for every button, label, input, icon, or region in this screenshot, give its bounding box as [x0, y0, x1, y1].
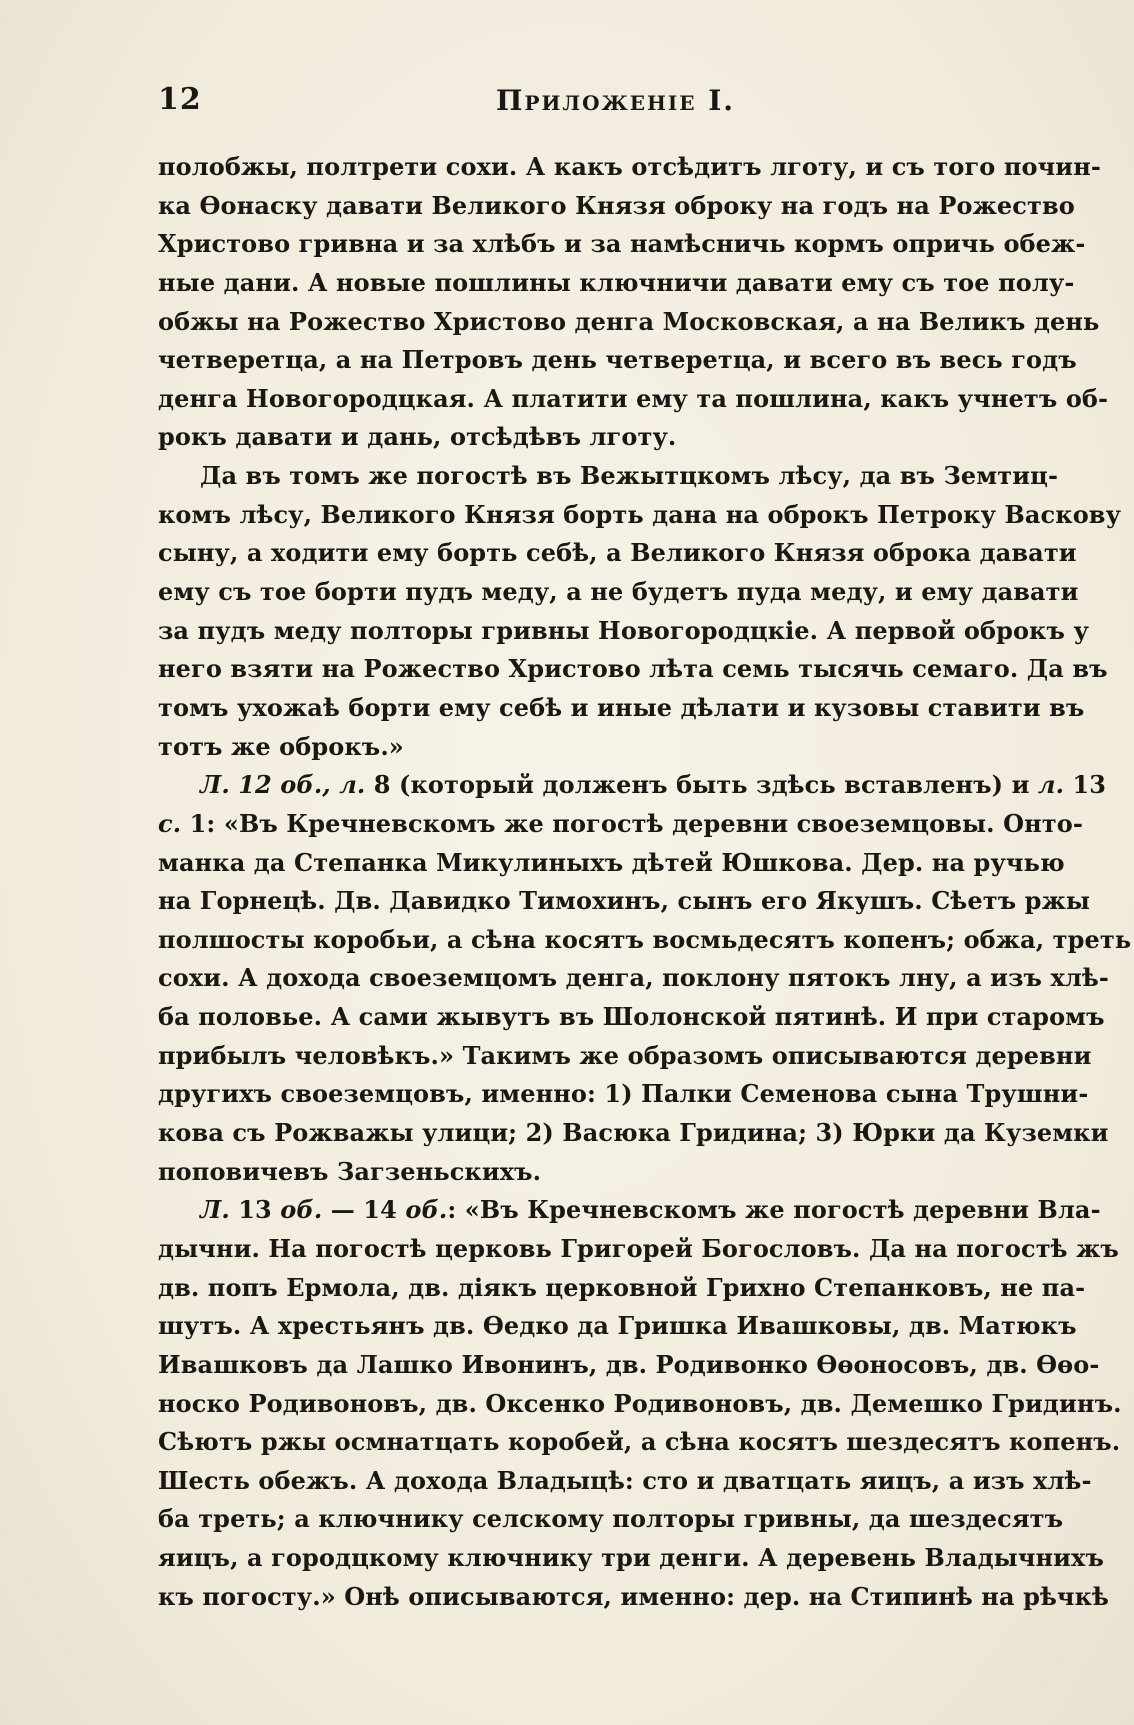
text-line — [158, 1230, 1119, 1269]
line-text: поповичевъ Загзеньскихъ. — [158, 1156, 542, 1186]
line-text: шутъ. А хрестьянъ дв. Өедко да Гришка Ивашковы, дв. Матюкъ — [158, 1311, 1077, 1341]
text-line — [158, 612, 1089, 651]
page-number: 12 — [158, 82, 202, 117]
folio-reference: Л. — [200, 1195, 230, 1225]
text-line — [158, 1539, 1104, 1578]
line-text: кова съ Рожважы улици; 2) Васюка Гридина; 3) Юрки да Куземки — [158, 1118, 1109, 1148]
text-line — [158, 148, 1101, 187]
text-line — [158, 1114, 1109, 1153]
line-text: Сѣютъ ржы осмнатцать коробей, а сѣна косятъ шездесятъ копенъ. — [158, 1427, 1121, 1457]
line-text: Христово гривна и за хлѣбъ и за намѣсничь кормъ опричь обеж- — [158, 229, 1086, 259]
text-line — [158, 1037, 1092, 1076]
text-line — [158, 496, 1122, 535]
text-line — [158, 457, 1059, 496]
text-line — [158, 573, 1079, 612]
line-text: рокъ давати и дань, отсѣдѣвъ лготу. — [158, 422, 677, 452]
text-line — [158, 380, 1109, 419]
line-text: 1: «Въ Кречневскомъ же погостѣ деревни своеземцовы. Онто- — [181, 808, 1083, 838]
line-text: полшосты коробьи, а сѣна косятъ восмьдесятъ копенъ; обжа, треть — [158, 924, 1132, 954]
line-text: четверетца, а на Петровъ день четверетца, и всего въ весь годъ — [158, 345, 1077, 375]
line-text: носко Родивоновъ, дв. Оксенко Родивоновъ, дв. Демешко Гридинъ. — [158, 1388, 1122, 1418]
text-line — [158, 766, 1107, 805]
line-text: дв. попъ Ермола, дв. діякъ церковной Грихно Степанковъ, не па- — [158, 1272, 1086, 1302]
text-line — [158, 187, 1075, 226]
running-head — [158, 82, 1058, 122]
text-line — [158, 844, 1065, 883]
text-line — [158, 959, 1109, 998]
line-text: сохи. А дохода своеземцомъ денга, поклону пятокъ лну, а изъ хлѣ- — [158, 963, 1109, 993]
body-text — [158, 148, 1132, 1616]
line-text: него взяти на Рожество Христово лѣта семь тысячь семаго. Да въ — [158, 654, 1108, 684]
text-line — [158, 1346, 1100, 1385]
folio-reference: с. — [158, 808, 182, 838]
line-text: тотъ же оброкъ.» — [158, 731, 404, 761]
text-line — [158, 1191, 1101, 1230]
text-line — [158, 341, 1077, 380]
text-line — [158, 689, 1085, 728]
text-line — [158, 264, 1075, 303]
text-line — [158, 728, 1056, 767]
line-text: ныe дани. А новые пошлины ключничи давати ему съ тое полу- — [158, 267, 1075, 297]
line-text: Ивашковъ да Лашко Ивонинъ, дв. Родивонко Өөоносовъ, дв. Өөо- — [158, 1349, 1100, 1379]
line-text: за пудъ меду полторы гривны Новогородцкіе. А первой оброкъ у — [158, 615, 1089, 645]
line-text: 8 (который долженъ быть здѣсь вставленъ) и — [365, 770, 1030, 800]
line-text: полобжы, полтрети сохи. А какъ отсѣдитъ лготу, и съ того почин- — [158, 152, 1101, 181]
text-line — [158, 1423, 1121, 1462]
line-text: денга Новогородцкая. А платити ему та пошлина, какъ учнетъ об- — [158, 383, 1109, 413]
folio-reference: об. — [396, 1195, 448, 1225]
line-text: прибылъ человѣкъ.» Такимъ же образомъ описываются деревни — [158, 1040, 1092, 1070]
text-line — [158, 1075, 1089, 1114]
line-text: другихъ своеземцовъ, именно: 1) Палки Семенова сына Трушни- — [158, 1079, 1089, 1109]
running-title: Приложеніе I. — [496, 84, 736, 117]
line-text: ка Өонаску давати Великого Князя оброку на годъ на Рожество — [158, 190, 1075, 220]
line-text: манка да Степанка Микулиныхъ дѣтей Юшкова. Дер. на ручью — [158, 847, 1065, 877]
text-line — [158, 1500, 1064, 1539]
text-line — [158, 418, 1056, 457]
line-text: ему съ тое борти пудъ меду, а не будетъ пуда меду, и ему давати — [158, 577, 1079, 607]
text-line — [158, 805, 1083, 844]
text-line — [158, 882, 1091, 921]
line-text: ба половье. А сами жывутъ въ Шолонской пятинѣ. И при старомъ — [158, 1002, 1105, 1032]
line-text: — 14 — [322, 1195, 397, 1225]
line-text: : «Въ Кречневскомъ же погостѣ деревни Вла- — [447, 1195, 1101, 1225]
text-line — [158, 998, 1105, 1037]
text-line — [158, 1307, 1077, 1346]
line-text: обжы на Рожество Христово денга Московская, а на Великъ день — [158, 306, 1100, 336]
line-text: ба треть; а ключнику селскому полторы гривны, да шездесятъ — [158, 1504, 1064, 1534]
folio-reference: л. — [1029, 770, 1065, 800]
line-text: на Горнецѣ. Дв. Давидко Тимохинъ, сынъ его Якушъ. Сѣетъ ржы — [158, 886, 1091, 916]
text-line — [158, 921, 1132, 960]
text-line — [158, 1385, 1122, 1424]
folio-reference: Л. 12 об., л. — [200, 770, 366, 800]
text-line — [158, 1269, 1086, 1308]
text-line — [158, 225, 1086, 264]
text-line — [158, 650, 1108, 689]
line-text: томъ ухожаѣ борти ему себѣ и иные дѣлати и кузовы ставити въ — [158, 692, 1085, 722]
line-text: 13 — [229, 1195, 272, 1225]
line-text: Да въ томъ же погостѣ въ Вежытцкомъ лѣсу, да въ Земтиц- — [200, 461, 1059, 491]
line-text: 13 — [1064, 770, 1107, 800]
line-text: Шесть обежъ. А дохода Владыцѣ: сто и дватцать яицъ, а изъ хлѣ- — [158, 1465, 1092, 1495]
text-line — [158, 534, 1077, 573]
text-line — [158, 1462, 1092, 1501]
line-text: яицъ, а городцкому ключнику три денги. А деревень Владычнихъ — [158, 1543, 1104, 1573]
line-text: комъ лѣсу, Великого Князя борть дана на оброкъ Петроку Васкову — [158, 499, 1122, 529]
line-text: сыну, а ходити ему борть себѣ, а Великого Князя оброка давати — [158, 538, 1077, 568]
text-line — [158, 303, 1100, 342]
line-text: дычни. На погостѣ церковь Григорей Богословъ. Да на погостѣ жъ — [158, 1233, 1119, 1263]
line-text: къ погосту.» Онѣ описываются, именно: дер. на Стипинѣ на рѣчкѣ — [158, 1581, 1110, 1611]
text-line — [158, 1153, 1056, 1192]
text-line — [158, 1578, 1110, 1617]
folio-reference: об. — [271, 1195, 323, 1225]
